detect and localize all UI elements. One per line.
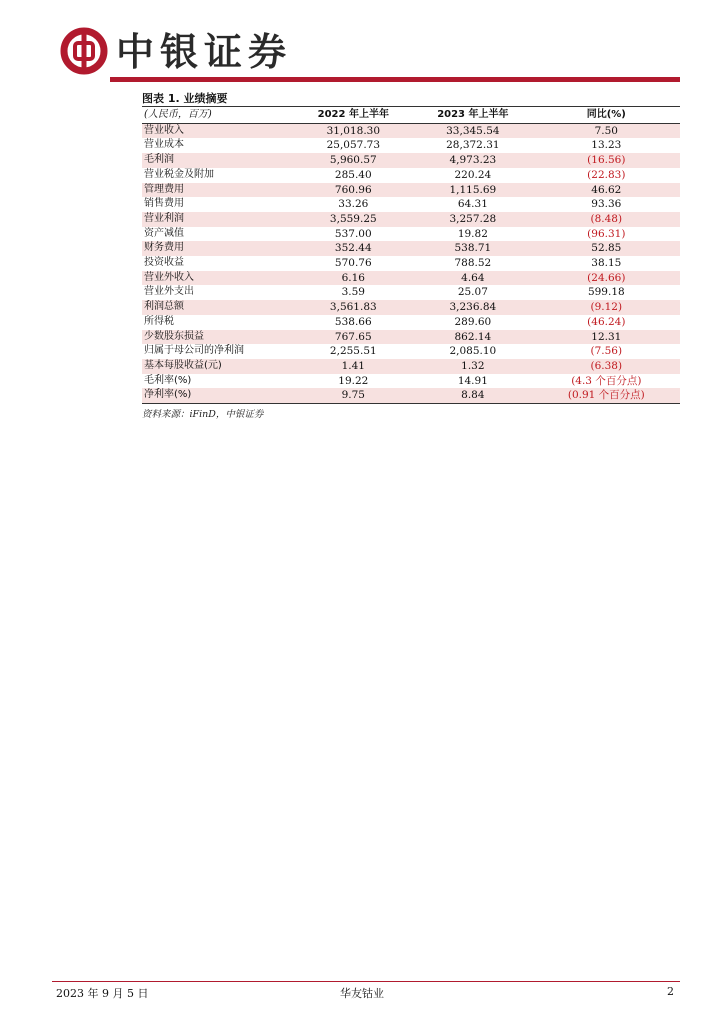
table-row bbox=[142, 138, 680, 153]
row-label: 营业外支出 bbox=[144, 286, 194, 298]
row-label: 营业收入 bbox=[142, 123, 294, 138]
table-row bbox=[142, 153, 680, 168]
table-body bbox=[142, 123, 680, 403]
value-2023h1: 289.60 bbox=[454, 315, 492, 328]
brand-name: 中银证券 bbox=[116, 30, 293, 74]
header-rule bbox=[110, 77, 680, 82]
value-yoy: 599.18 bbox=[587, 286, 625, 299]
value-2022h1: 538.66 bbox=[334, 315, 372, 328]
table-row bbox=[142, 330, 680, 345]
table-row bbox=[142, 285, 680, 300]
value-2023h1: 3,236.84 bbox=[413, 300, 533, 315]
table-row bbox=[142, 388, 680, 403]
value-yoy: (0.91 个百分点) bbox=[533, 388, 680, 403]
value-2022h1: 5,960.57 bbox=[294, 153, 414, 168]
footer-company: 华友钴业 bbox=[340, 987, 384, 1000]
table-row bbox=[142, 344, 680, 359]
value-2022h1: 9.75 bbox=[294, 388, 414, 403]
value-2023h1: 8.84 bbox=[413, 388, 533, 403]
table-row bbox=[142, 168, 680, 183]
page-number: 2 bbox=[667, 985, 674, 998]
value-yoy: (24.66) bbox=[533, 271, 680, 286]
table-row bbox=[142, 315, 680, 330]
value-2023h1: 4,973.23 bbox=[413, 153, 533, 168]
value-2023h1: 862.14 bbox=[413, 330, 533, 345]
value-2023h1: 788.52 bbox=[454, 257, 492, 270]
row-label: 净利率(%) bbox=[142, 388, 294, 403]
value-2023h1: 14.91 bbox=[457, 374, 488, 387]
table-row bbox=[142, 256, 680, 271]
row-label: 基本每股收益(元) bbox=[142, 359, 294, 374]
value-yoy: 7.50 bbox=[533, 123, 680, 138]
value-2022h1: 33.26 bbox=[338, 198, 369, 211]
row-label: 毛利率(%) bbox=[144, 374, 192, 386]
value-2023h1: 4.64 bbox=[413, 271, 533, 286]
value-yoy: 46.62 bbox=[533, 183, 680, 198]
value-2023h1: 28,372.31 bbox=[446, 139, 500, 152]
table-row bbox=[142, 359, 680, 374]
value-2022h1: 19.22 bbox=[338, 374, 369, 387]
value-yoy: 38.15 bbox=[591, 257, 622, 270]
table-row bbox=[142, 271, 680, 286]
row-label: 管理费用 bbox=[142, 183, 294, 198]
value-yoy: 12.31 bbox=[533, 330, 680, 345]
row-label: 利润总额 bbox=[142, 300, 294, 315]
row-label: 销售费用 bbox=[144, 198, 184, 210]
table-row bbox=[142, 300, 680, 315]
table-row bbox=[142, 374, 680, 389]
value-yoy: 93.36 bbox=[591, 198, 622, 211]
value-2022h1: 3,559.25 bbox=[294, 212, 414, 227]
value-2023h1: 220.24 bbox=[454, 168, 492, 181]
figure-title: 图表 1. 业绩摘要 bbox=[142, 92, 228, 105]
value-2023h1: 19.82 bbox=[457, 227, 488, 240]
source-note: 资料来源：iFinD，中银证券 bbox=[142, 409, 264, 420]
column-header-2023h1: 2023 年上半年 bbox=[413, 108, 533, 123]
value-yoy: (7.56) bbox=[590, 345, 623, 358]
row-label: 营业税金及附加 bbox=[144, 168, 214, 180]
row-label: 营业利润 bbox=[142, 212, 294, 227]
row-label: 营业成本 bbox=[144, 139, 184, 151]
value-yoy: (46.24) bbox=[587, 315, 626, 328]
performance-summary-table bbox=[142, 108, 680, 404]
value-yoy: (8.48) bbox=[533, 212, 680, 227]
row-label: 营业外收入 bbox=[142, 271, 294, 286]
unit-label: (人民币，百万) bbox=[142, 108, 294, 123]
value-2023h1: 2,085.10 bbox=[449, 345, 497, 358]
value-yoy: (4.3 个百分点) bbox=[571, 374, 642, 387]
figure-top-rule bbox=[142, 106, 680, 107]
table-row bbox=[142, 241, 680, 256]
table-row bbox=[142, 197, 680, 212]
value-2022h1: 570.76 bbox=[334, 257, 372, 270]
value-2023h1: 1,115.69 bbox=[413, 183, 533, 198]
value-yoy: 13.23 bbox=[591, 139, 622, 152]
value-2022h1: 285.40 bbox=[334, 168, 372, 181]
table-row bbox=[142, 212, 680, 227]
value-2022h1: 2,255.51 bbox=[329, 345, 377, 358]
value-2022h1: 767.65 bbox=[294, 330, 414, 345]
value-2022h1: 31,018.30 bbox=[294, 123, 414, 138]
row-label: 归属于母公司的净利润 bbox=[144, 345, 244, 357]
row-label: 毛利润 bbox=[142, 153, 294, 168]
footer-rule bbox=[52, 981, 680, 982]
value-yoy: (9.12) bbox=[533, 300, 680, 315]
value-yoy: 52.85 bbox=[533, 241, 680, 256]
value-yoy: (96.31) bbox=[587, 227, 626, 240]
value-2022h1: 760.96 bbox=[294, 183, 414, 198]
value-2023h1: 538.71 bbox=[413, 241, 533, 256]
footer-date: 2023 年 9 月 5 日 bbox=[56, 987, 149, 1000]
value-2022h1: 537.00 bbox=[334, 227, 372, 240]
value-2022h1: 352.44 bbox=[294, 241, 414, 256]
value-2022h1: 3,561.83 bbox=[294, 300, 414, 315]
row-label: 少数股东损益 bbox=[142, 330, 294, 345]
row-label: 财务费用 bbox=[142, 241, 294, 256]
value-2023h1: 1.32 bbox=[413, 359, 533, 374]
column-header-2022h1: 2022 年上半年 bbox=[294, 108, 414, 123]
value-2023h1: 3,257.28 bbox=[413, 212, 533, 227]
row-label: 投资收益 bbox=[144, 257, 184, 269]
bank-of-china-logo-icon bbox=[60, 27, 108, 75]
value-yoy: (6.38) bbox=[533, 359, 680, 374]
table-header-row bbox=[142, 108, 680, 123]
value-2022h1: 6.16 bbox=[294, 271, 414, 286]
table-row bbox=[142, 183, 680, 198]
table-row bbox=[142, 227, 680, 242]
column-header-yoy: 同比(%) bbox=[533, 108, 680, 123]
value-2022h1: 1.41 bbox=[294, 359, 414, 374]
value-2023h1: 25.07 bbox=[457, 286, 488, 299]
row-label: 所得税 bbox=[144, 315, 174, 327]
row-label: 资产减值 bbox=[144, 227, 184, 239]
value-yoy: (22.83) bbox=[587, 168, 626, 181]
table-row bbox=[142, 123, 680, 138]
value-2023h1: 33,345.54 bbox=[413, 123, 533, 138]
value-yoy: (16.56) bbox=[533, 153, 680, 168]
value-2022h1: 3.59 bbox=[341, 286, 365, 299]
value-2023h1: 64.31 bbox=[457, 198, 488, 211]
value-2022h1: 25,057.73 bbox=[326, 139, 381, 152]
